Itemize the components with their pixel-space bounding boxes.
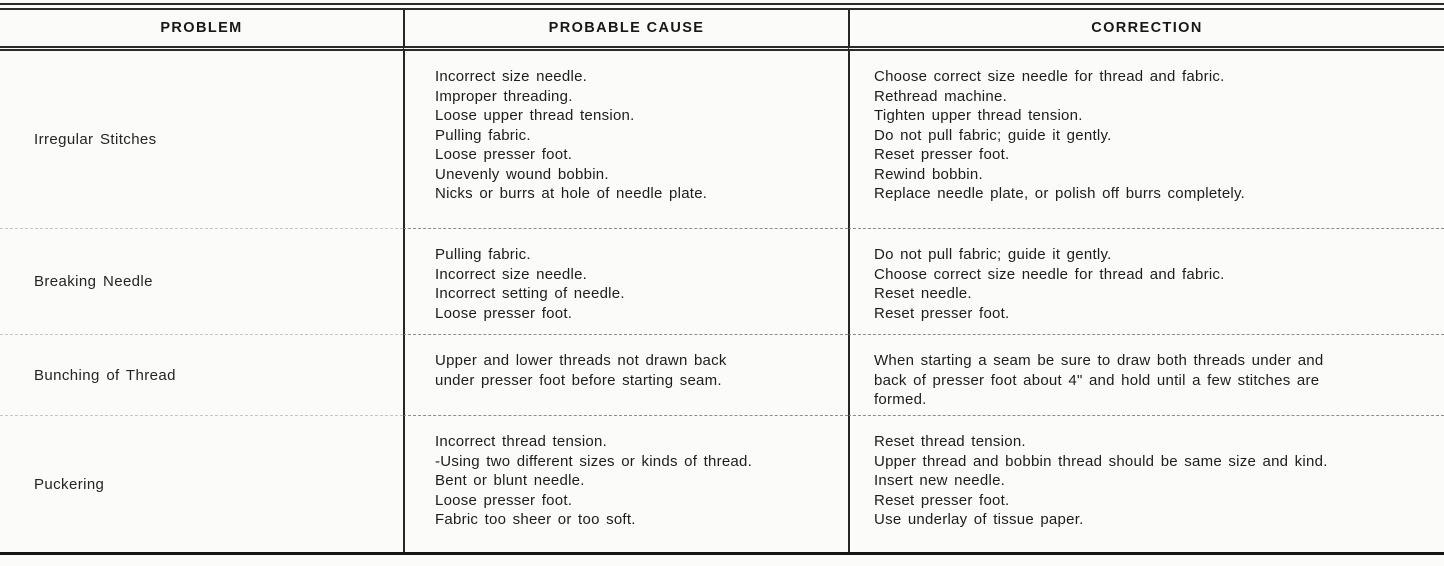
cause-cell	[403, 415, 848, 552]
text-line: Loose upper thread tension.	[435, 107, 635, 124]
text-line: Reset presser foot.	[874, 491, 1010, 509]
text-line: Reset needle.	[874, 285, 972, 302]
problem-label: Breaking Needle	[34, 273, 153, 290]
text-line: formed.	[874, 391, 927, 408]
text-line: Rethread machine.	[874, 87, 1007, 105]
text-line: Do not pull fabric; guide it gently.	[874, 246, 1112, 263]
text-line: Loose presser foot.	[435, 146, 573, 163]
correction-cell	[848, 51, 1444, 228]
problem-label: Bunching of Thread	[34, 366, 176, 384]
text-line: back of presser foot about 4" and hold until a few stitches are	[874, 371, 1320, 389]
column-header-problem: PROBLEM	[0, 10, 403, 51]
text-line: Pulling fabric.	[435, 246, 531, 263]
problem-label: Puckering	[34, 475, 105, 493]
text-line: Reset presser foot.	[874, 146, 1010, 163]
text-line: -Using two different sizes or kinds of thread.	[435, 452, 753, 470]
cause-cell	[403, 228, 848, 334]
text-line: Bent or blunt needle.	[435, 472, 585, 489]
text-line: Use underlay of tissue paper.	[874, 511, 1084, 528]
text-line: Tighten upper thread tension.	[874, 107, 1083, 124]
text-line: Pulling fabric.	[435, 126, 531, 144]
text-line: Fabric too sheer or too soft.	[435, 511, 636, 528]
text-line: Loose presser foot.	[435, 304, 573, 322]
text-line: Insert new needle.	[874, 472, 1006, 489]
text-line: under presser foot before starting seam.	[435, 371, 722, 389]
text-line: Incorrect size needle.	[435, 68, 588, 85]
text-line: Nicks or burrs at hole of needle plate.	[435, 185, 708, 202]
text-line: Reset presser foot.	[874, 304, 1010, 322]
text-line: Upper and lower threads not drawn back	[435, 352, 727, 369]
text-line: Incorrect thread tension.	[435, 433, 608, 450]
text-line: Incorrect size needle.	[435, 265, 588, 283]
text-line: Upper thread and bobbin thread should be same size and kind.	[874, 452, 1328, 470]
cause-cell	[403, 334, 848, 415]
text-line: Incorrect setting of needle.	[435, 285, 625, 302]
correction-cell	[848, 415, 1444, 552]
text-line: Rewind bobbin.	[874, 165, 983, 183]
text-line: Improper threading.	[435, 87, 573, 105]
text-line: When starting a seam be sure to draw both threads under and	[874, 352, 1324, 369]
troubleshooting-table	[0, 3, 1444, 555]
problem-cell-puckering	[0, 415, 403, 552]
text-line: Loose presser foot.	[435, 491, 573, 509]
problem-label: Irregular Stitches	[34, 131, 157, 148]
problem-cell-bunching-of-thread	[0, 334, 403, 415]
cause-cell	[403, 51, 848, 228]
text-line: Replace needle plate, or polish off burrs completely.	[874, 185, 1246, 202]
problem-cell-breaking-needle	[0, 228, 403, 334]
correction-cell	[848, 228, 1444, 334]
column-header-correction: CORRECTION	[848, 10, 1444, 51]
text-line: Unevenly wound bobbin.	[435, 165, 609, 183]
problem-cell-irregular-stitches	[0, 51, 403, 228]
text-line: Choose correct size needle for thread and fabric.	[874, 265, 1225, 283]
text-line: Choose correct size needle for thread and fabric.	[874, 68, 1225, 85]
text-line: Reset thread tension.	[874, 433, 1026, 450]
text-line: Do not pull fabric; guide it gently.	[874, 126, 1112, 144]
correction-cell	[848, 334, 1444, 415]
column-header-probable-cause: PROBABLE CAUSE	[403, 10, 848, 51]
